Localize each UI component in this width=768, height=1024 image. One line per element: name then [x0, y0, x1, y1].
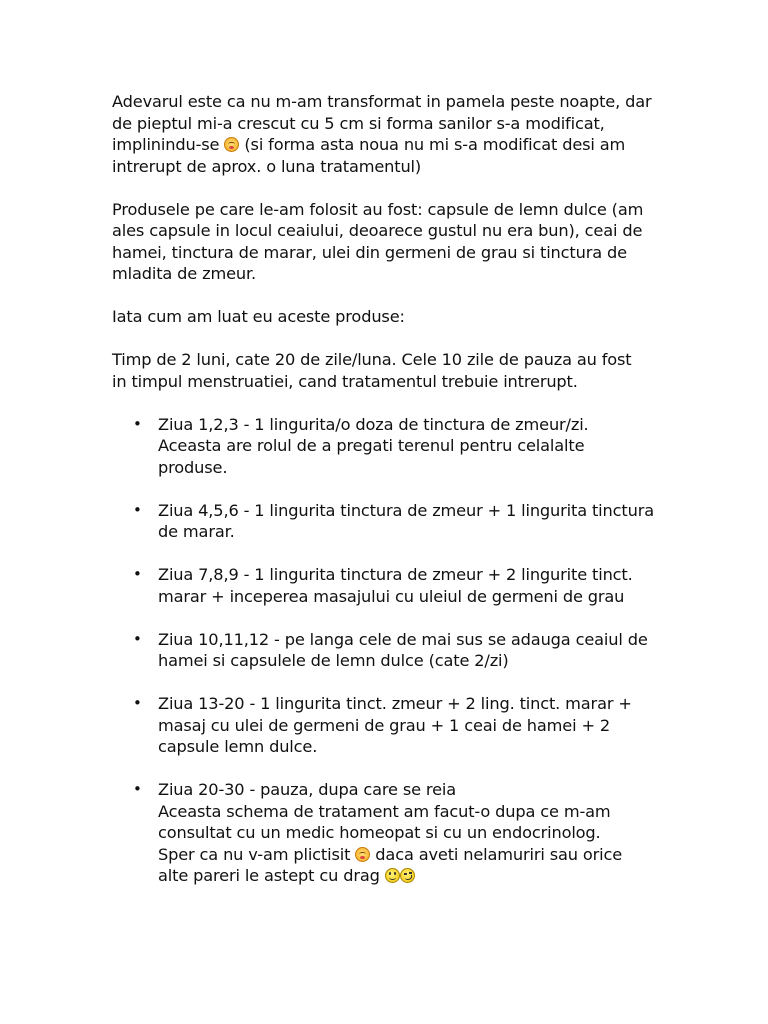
how-taken-line: Iata cum am luat eu aceste produse:: [112, 307, 405, 326]
list-item: [112, 693, 672, 758]
duration-line-1: Timp de 2 luni, cate 20 de zile/luna. Cele 10 zile de pauza au fost: [112, 350, 632, 369]
intro-line-2: de pieptul mi-a crescut cu 5 cm si forma sanilor s-a modificat,: [112, 113, 605, 133]
products-line-3: hamei, tinctura de marar, ulei din germeni de grau si tinctura de: [112, 242, 627, 262]
products-paragraph: [112, 199, 672, 285]
bullet-icon: •: [133, 629, 142, 648]
item-2-line-1: Ziua 4,5,6 - 1 lingurita tinctura de zmeur + 1 lingurita tinctura: [158, 500, 654, 520]
duration-paragraph: [112, 349, 672, 392]
item-3-line-1: Ziua 7,8,9 - 1 lingurita tinctura de zmeur + 2 lingurite tinct.: [158, 565, 633, 584]
item-6-line-1: Ziua 20-30 - pauza, dupa care se reia: [158, 780, 457, 799]
item-4-line-1: Ziua 10,11,12 - pe langa cele de mai sus se adauga ceaiul de: [158, 629, 648, 649]
intro-line-4: intrerupt de aprox. o luna tratamentul): [112, 156, 422, 176]
wink-icon: [400, 868, 415, 883]
item-6-line-2: Aceasta schema de tratament am facut-o dupa ce m-am: [158, 801, 611, 821]
schedule-list: [112, 414, 672, 887]
item-6-line-4: [158, 844, 672, 866]
item-5-line-3: capsule lemn dulce.: [158, 737, 318, 756]
list-item: [112, 564, 672, 607]
item-4-line-2: hamei si capsulele de lemn dulce (cate 2/zi): [158, 651, 509, 670]
item-1-line-3: produse.: [158, 457, 228, 477]
bullet-icon: •: [133, 694, 142, 712]
list-item: [112, 500, 672, 543]
products-line-4: mladita de zmeur.: [112, 264, 256, 283]
bullet-icon: •: [133, 500, 142, 519]
smile-icon: [385, 868, 400, 883]
list-item: [112, 629, 672, 672]
list-item: [112, 414, 672, 479]
intro-line-3-start: implinindu-se: [112, 135, 225, 154]
list-item: [112, 779, 672, 887]
products-line-1: Produsele pe care le-am folosit au fost: capsule de lemn dulce (am: [112, 199, 644, 219]
document-page: [112, 91, 672, 908]
bullet-icon: •: [133, 565, 142, 583]
item-3-line-2: marar + inceperea masajului cu uleiul de germeni de grau: [158, 586, 625, 606]
item-6-line-4-end: daca aveti nelamuriri sau orice: [370, 844, 623, 864]
item-6-line-3: consultat cu un medic homeopat si cu un endocrinolog.: [158, 823, 601, 842]
item-6-line-5: [158, 865, 672, 887]
duration-line-2: in timpul menstruatiei, cand tratamentul trebuie intrerupt.: [112, 371, 578, 391]
item-5-line-1: Ziua 13-20 - 1 lingurita tinct. zmeur + 2 ling. tinct. marar +: [158, 694, 632, 713]
intro-paragraph: [112, 91, 672, 177]
item-6-line-4-start: Sper ca nu v-am plictisit: [158, 844, 356, 864]
bullet-icon: •: [133, 780, 142, 798]
item-1-line-2: Aceasta are rolul de a pregati terenul pentru celalalte: [158, 436, 585, 455]
blush-smiley-icon: [355, 847, 370, 862]
item-5-line-2: masaj cu ulei de germeni de grau + 1 ceai de hamei + 2: [158, 715, 611, 735]
intro-line-3: [112, 134, 672, 156]
products-line-2: ales capsule in locul ceaiului, deoarece gustul nu era bun), ceai de: [112, 221, 643, 240]
intro-line-1: Adevarul este ca nu m-am transformat in pamela peste noapte, dar: [112, 92, 652, 111]
intro-line-3-end: (si forma asta noua nu mi s-a modificat desi am: [239, 135, 626, 154]
item-6-line-5-start: alte pareri le astept cu drag: [158, 866, 385, 885]
bullet-icon: •: [133, 414, 142, 433]
item-1-line-1: Ziua 1,2,3 - 1 lingurita/o doza de tinctura de zmeur/zi.: [158, 414, 589, 434]
item-2-line-2: de marar.: [158, 522, 235, 541]
blush-smiley-icon: [224, 137, 239, 152]
how-taken-paragraph: [112, 306, 672, 328]
